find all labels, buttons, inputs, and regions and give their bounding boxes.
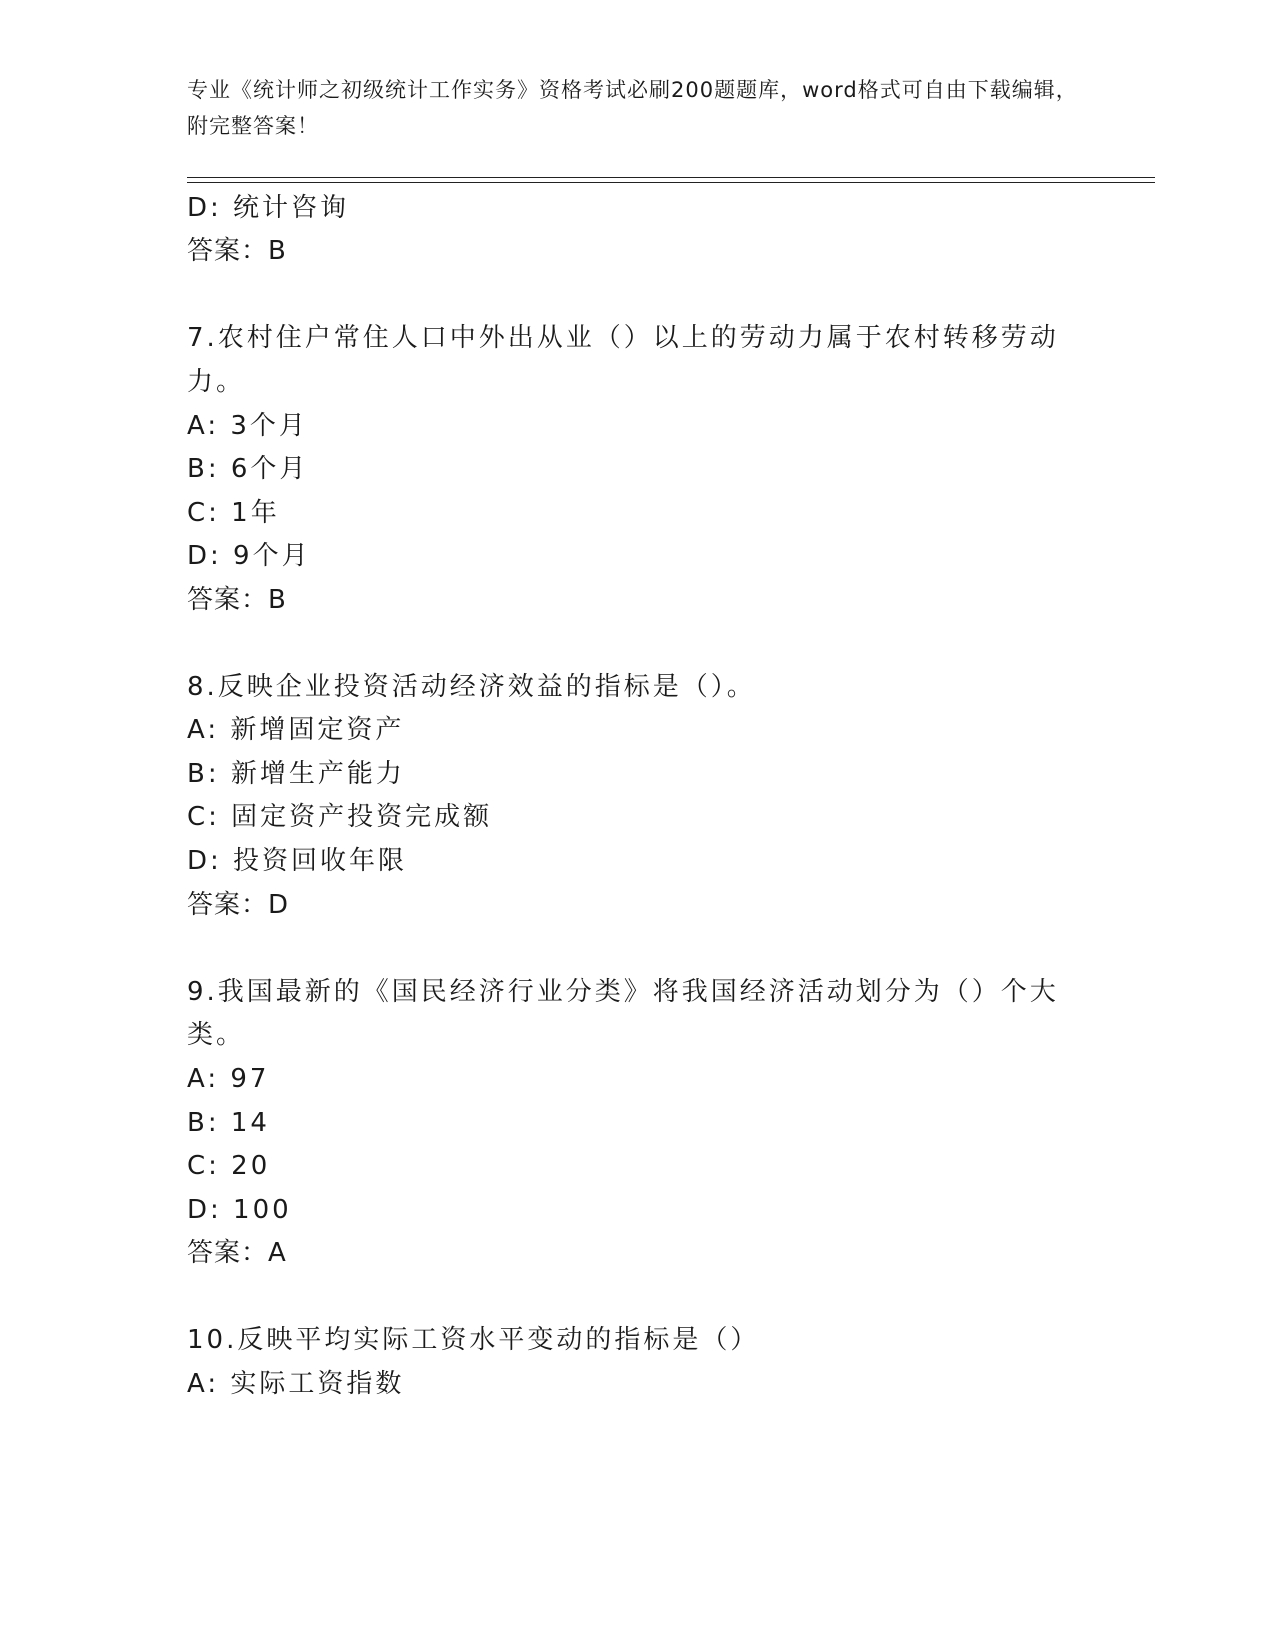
header-divider-bottom	[187, 182, 1155, 183]
document-title: 专业《统计师之初级统计工作实务》资格考试必刷200题题库，word格式可自由下载编辑，附完整答案！	[187, 78, 1078, 138]
q7-stem-line-1: 7.农村住户常住人口中外出从业（）以上的劳动力属于农村转移劳动	[187, 323, 1059, 353]
q10-option-a: A: 实际工资指数	[187, 1369, 405, 1399]
q8-option-a: A: 新增固定资产	[187, 715, 405, 745]
header-divider-top	[187, 177, 1155, 178]
q9-option-b: B: 14	[187, 1108, 270, 1138]
q9-option-d: D: 100	[187, 1195, 292, 1225]
q7-option-b: B: 6个月	[187, 454, 309, 484]
q7-answer: 答案：B	[187, 585, 287, 615]
q7-option-d: D: 9个月	[187, 541, 311, 571]
q8-option-c: C: 固定资产投资完成额	[187, 802, 493, 832]
q8-option-d: D: 投资回收年限	[187, 846, 408, 876]
q9-stem-line-1: 9.我国最新的《国民经济行业分类》将我国经济活动划分为（）个大	[187, 977, 1059, 1007]
q8-stem-line-1: 8.反映企业投资活动经济效益的指标是（）。	[187, 672, 756, 702]
prev-option-d: D: 统计咨询	[187, 193, 350, 223]
q9-answer: 答案：A	[187, 1238, 287, 1268]
q9-option-c: C: 20	[187, 1151, 271, 1181]
q7-option-c: C: 1年	[187, 498, 280, 528]
q7-stem-line-2: 力。	[187, 367, 246, 397]
q9-option-a: A: 97	[187, 1064, 270, 1094]
q10-stem-line-1: 10.反映平均实际工资水平变动的指标是（）	[187, 1325, 760, 1355]
prev-answer: 答案：B	[187, 236, 287, 266]
q7-option-a: A: 3个月	[187, 411, 308, 441]
q9-stem-line-2: 类。	[187, 1020, 246, 1050]
q8-answer: 答案：D	[187, 890, 290, 920]
q8-option-b: B: 新增生产能力	[187, 759, 405, 789]
